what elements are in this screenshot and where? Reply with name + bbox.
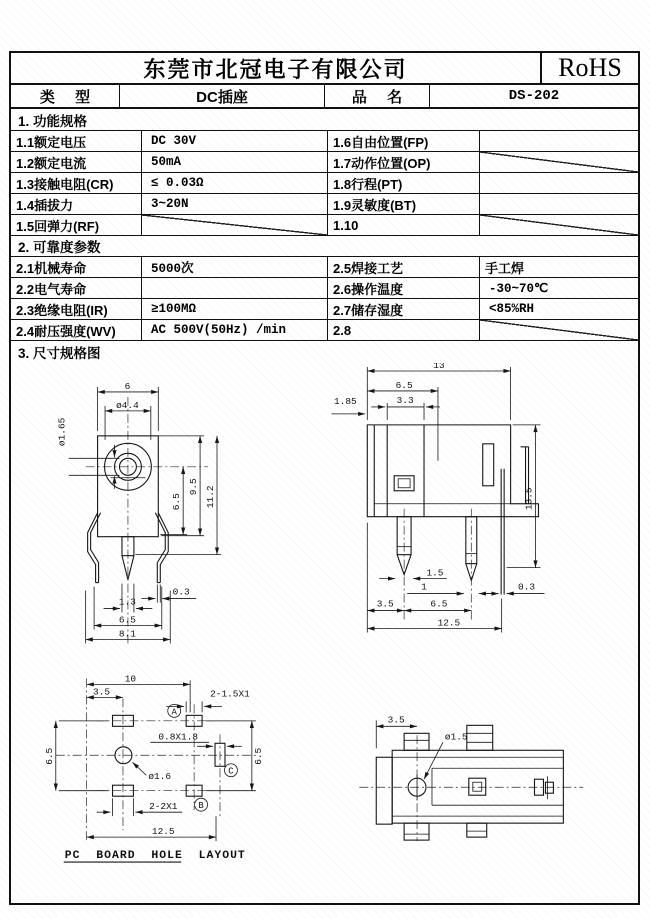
dim-label: ø1.6	[148, 771, 172, 783]
dim-label: 12.5	[437, 617, 461, 629]
table-row	[11, 278, 638, 299]
dim-label: 3.5	[387, 714, 405, 726]
dim-label: 8.1	[118, 628, 136, 640]
section2-title: 2. 可靠度参数	[11, 236, 638, 257]
table-row	[11, 320, 638, 341]
spec-value-na	[480, 215, 638, 235]
dim-label: ø4.4	[116, 399, 139, 411]
spec-table-2	[11, 257, 638, 341]
type-value: DC插座	[120, 85, 325, 107]
spec-label: 1.9灵敏度(BT)	[328, 194, 480, 214]
dim-label: 1	[421, 581, 427, 593]
spec-label: 2.3绝缘电阻(IR)	[11, 299, 142, 319]
dim-label: 0.3	[518, 581, 536, 593]
spec-label: 1.2额定电流	[11, 152, 142, 172]
dim-label: 0.8X1.8	[158, 731, 199, 743]
document-frame	[9, 51, 640, 905]
spec-value: ≤ 0.03Ω	[142, 173, 328, 193]
spec-value-na	[480, 152, 638, 172]
type-row	[11, 85, 638, 109]
dim-label: 9.5	[188, 478, 200, 496]
table-row	[11, 152, 638, 173]
spec-label: 1.3接触电阻(CR)	[11, 173, 142, 193]
spec-value-na	[480, 320, 638, 340]
dim-label: 6.5	[252, 747, 264, 765]
spec-label: 1.1额定电压	[11, 131, 142, 151]
dim-label: ø1.5	[444, 731, 468, 743]
spec-value: DC 30V	[142, 131, 328, 151]
dim-label: 6.5	[395, 379, 413, 391]
dim-label: 10	[124, 673, 137, 685]
spec-value	[480, 131, 638, 151]
table-row	[11, 215, 638, 236]
spec-value	[480, 173, 638, 193]
spec-value: <85%RH	[489, 302, 535, 316]
pcb-layout-title: PC BOARD HOLE LAYOUT	[64, 849, 246, 863]
spec-table-1	[11, 131, 638, 236]
dim-label: 1.5	[426, 567, 444, 579]
table-row	[11, 131, 638, 152]
dim-label: 6.5	[118, 614, 136, 626]
section1-title: 1. 功能规格	[11, 109, 638, 131]
document-header	[11, 53, 638, 85]
spec-value	[142, 278, 328, 298]
spec-label: 2.2电气寿命	[11, 278, 142, 298]
spec-label: 1.4插拔力	[11, 194, 142, 214]
side-view-drawing	[331, 363, 544, 633]
product-name-label: 品 名	[325, 85, 430, 107]
dim-label: 1.3	[118, 596, 136, 608]
spec-label: 1.5回弹力(RF)	[11, 215, 142, 235]
dim-label: 12.5	[151, 826, 175, 838]
rohs-badge: RoHS	[540, 53, 638, 83]
table-row	[11, 257, 638, 278]
spec-value: 3~20N	[142, 194, 328, 214]
spec-value: 5000次	[142, 257, 328, 277]
dim-label: 6.5	[43, 747, 55, 765]
spec-label: 2.4耐压强度(WV)	[11, 320, 142, 340]
spec-label: 1.8行程(PT)	[328, 173, 480, 193]
dim-label: ø1.65	[56, 417, 68, 447]
spec-label: 2.7储存湿度	[328, 299, 480, 319]
spec-label: 2.1机械寿命	[11, 257, 142, 277]
front-view-drawing	[57, 381, 221, 647]
spec-label: 1.6自由位置(FP)	[328, 131, 480, 151]
dim-label: 3.5	[376, 598, 394, 610]
spec-value-na	[142, 215, 328, 235]
section3-title: 3. 尺寸规格图	[18, 346, 101, 361]
spec-label: 1.7动作位置(OP)	[328, 152, 480, 172]
dim-label: 11.2	[205, 485, 217, 509]
dim-label: 1.85	[334, 395, 357, 407]
spec-value: ≥100MΩ	[142, 299, 328, 319]
table-row	[11, 173, 638, 194]
pad-mark-c: C	[228, 766, 234, 777]
spec-label: 1.10	[328, 215, 480, 235]
table-row	[11, 194, 638, 215]
spec-label: 2.6操作温度	[328, 278, 480, 298]
type-label: 类 型	[11, 85, 120, 107]
product-name-value: DS-202	[508, 88, 560, 104]
dim-label: 2-2X1	[149, 801, 178, 813]
spec-label: 2.5焊接工艺	[328, 257, 480, 277]
dim-label: 13	[433, 363, 445, 371]
spec-value: 手工焊	[485, 260, 525, 276]
dim-label: 3.3	[396, 394, 414, 406]
dim-label: 6.5	[171, 493, 183, 511]
spec-value: AC 500V(50Hz) /min	[142, 320, 328, 340]
dim-label: 3.5	[93, 686, 111, 698]
spec-value: 50mA	[142, 152, 328, 172]
dim-label: 6.5	[430, 598, 448, 610]
dim-label: 0.3	[172, 586, 190, 598]
spec-label: 2.8	[328, 320, 480, 340]
company-title: 东莞市北冠电子有限公司	[143, 56, 408, 82]
bottom-view-drawing	[359, 714, 583, 841]
pcb-hole-layout-drawing	[44, 673, 264, 862]
dim-label: 6	[124, 380, 131, 392]
pad-mark-b: B	[198, 801, 204, 812]
table-row	[11, 299, 638, 320]
spec-value	[480, 194, 638, 214]
dimension-drawings	[11, 363, 638, 903]
spec-value: -30~70℃	[489, 282, 549, 296]
pad-mark-a: A	[171, 707, 177, 718]
dim-label: 13.5	[523, 487, 535, 511]
dim-label: 2-1.5X1	[210, 688, 250, 700]
